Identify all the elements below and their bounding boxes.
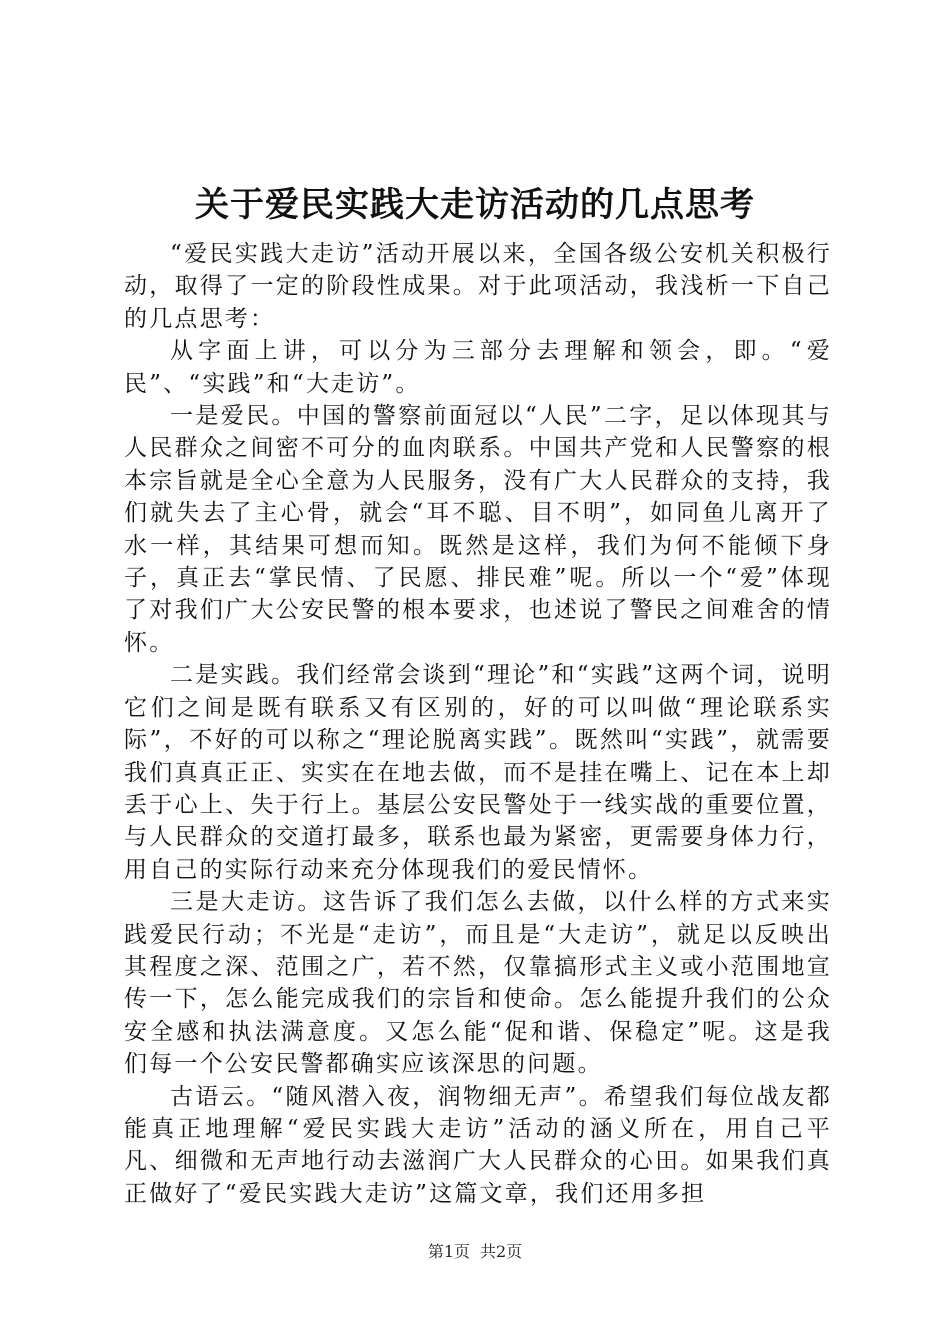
paragraph-practice: 二是实践。我们经常会谈到“理论”和“实践”这两个词，说明它们之间是既有联系又有区别的，好的可以叫做“理论联系实际”，不好的可以称之“理论脱离实践”。既然叫“实践”，就需要我们真真正正、实实在在地去做，而不是挂在嘴上、记在本上却丢于心上、失于行上。基层公安民警处于一线实战的重要位置，与人民群众的交道打最多，联系也最为紧密，更需要身体力行，用自己的实际行动来充分体现我们的爱民情怀。 bbox=[124, 662, 832, 883]
document-title: 关于爱民实践大走访活动的几点思考 bbox=[195, 185, 755, 225]
paragraph-intro: “爱民实践大走访”活动开展以来，全国各级公安机关积极行动，取得了一定的阶段性成果。对于此项活动，我浅析一下自己的几点思考： bbox=[124, 241, 832, 332]
document-body bbox=[124, 238, 832, 1210]
paragraph-love-people: 一是爱民。中国的警察前面冠以“人民”二字，足以体现其与人民群众之间密不可分的血肉联系。中国共产党和人民警察的根本宗旨就是全心全意为人民服务，没有广大人民群众的支持，我们就失去了主心骨，就会“耳不聪、目不明”，如同鱼儿离开了水一样，其结果可想而知。既然是这样，我们为何不能倾下身子，真正去“掌民情、了民愿、排民难”呢。所以一个“爱”体现了对我们广大公安民警的根本要求，也述说了警民之间难舍的情怀。 bbox=[124, 403, 832, 656]
paragraph-overview: 从字面上讲，可以分为三部分去理解和领会，即。“爱民”、“实践”和“大走访”。 bbox=[124, 338, 832, 397]
page-footer bbox=[0, 1240, 950, 1264]
page-number-total: 共2页 bbox=[480, 1242, 523, 1261]
page-number-current: 第1页 bbox=[427, 1242, 470, 1261]
paragraph-visits: 三是大走访。这告诉了我们怎么去做，以什么样的方式来实践爱民行动；不光是“走访”，而且是“大走访”，就足以反映出其程度之深、范围之广，若不然，仅靠搞形式主义或小范围地宣传一下，怎么能完成我们的宗旨和使命。怎么能提升我们的公众安全感和执法满意度。又怎么能“促和谐、保稳定”呢。这是我们每一个公安民警都确实应该深思的问题。 bbox=[124, 889, 832, 1078]
paragraph-conclusion: 古语云。“随风潜入夜，润物细无声”。希望我们每位战友都能真正地理解“爱民实践大走访”活动的涵义所在，用自己平凡、细微和无声地行动去滋润广大人民群众的心田。如果我们真正做好了“爱民实践大走访”这篇文章，我们还用多担 bbox=[124, 1083, 832, 1207]
